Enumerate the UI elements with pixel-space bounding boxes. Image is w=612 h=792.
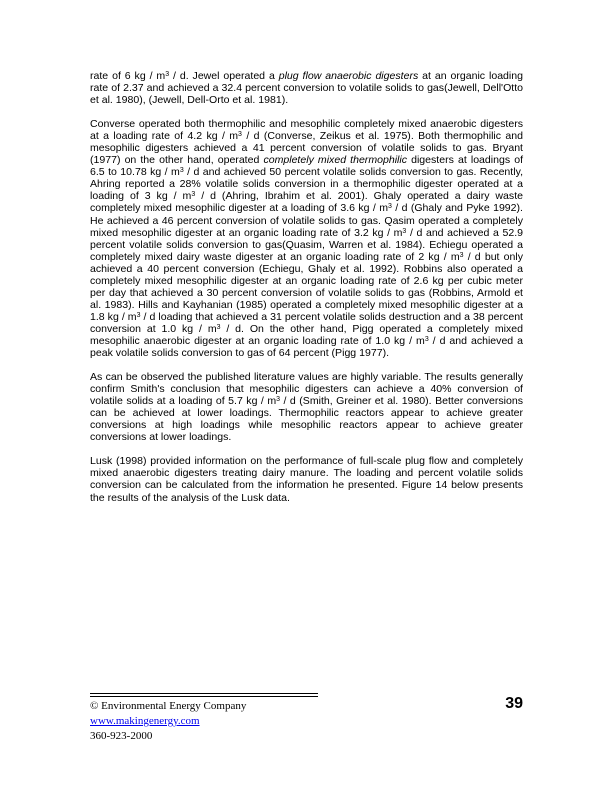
footer-divider (90, 693, 318, 694)
paragraph (90, 371, 523, 443)
footer-phone: 360-923-2000 (90, 730, 153, 742)
text-run: / d and achieved a peak volatile solids conversion to gas of 64 percent (Pigg 1977). (90, 334, 523, 360)
superscript: 3 (179, 167, 184, 175)
paragraph (90, 70, 523, 106)
superscript: 3 (402, 227, 407, 235)
italic-text: plug flow anaerobic digesters (278, 70, 419, 82)
italic-text: completely mixed thermophilic (263, 154, 408, 167)
page-number: 39 (505, 695, 523, 712)
superscript: 3 (165, 71, 170, 78)
text-run: / d (Ghaly and Pyke 1992). He achieved a 46 percent conversion of volatile solids to gas. Qasim operated a completely mixed mesophilic digester at an organic loading rate of 3.2 kg / m (90, 202, 523, 239)
superscript: 3 (276, 396, 281, 404)
text-run: / d (Converse, Zeikus et al. 1975). Both thermophilic and mesophilic digesters achieved a 41 percent conversion of volatile solids to gas. Bryant (1977) on the other hand, operated (90, 130, 523, 167)
superscript: 3 (191, 191, 196, 199)
text-run: / d loading that achieved a 31 percent volatile solids destruction and a 38 percent conversion at 1.0 kg / m (90, 310, 523, 335)
text-run: / d and achieved a 52.9 percent volatile solids conversion to gas(Quasim, Warren et al. 1984). Echiegu operated a completely mixed dairy waste digester at an organic loading rate of 2 kg / m (90, 226, 523, 263)
paragraph (90, 118, 523, 359)
text-run: Lusk (1998) provided information on the performance of full-scale plug flow and completely mixed anaerobic digesters treating dairy manure. The loading and percent volatile solids conversion can be calculated from the information he presented. Figure 14 below presents the results of the analysis of the Lusk data. (90, 455, 523, 504)
body-text (90, 70, 523, 516)
text-run: / d. Jewel operated a (169, 70, 279, 82)
text-run: As can be observed the published literature values are highly variable. The results generally confirm Smith's conclusion that mesophilic digesters can achieve a 40% conversion of volatile solids at a loading of 5.7 kg / m (90, 371, 523, 408)
paragraph (90, 455, 523, 503)
text-run: at an organic loading rate of 2.37 and achieved a 32.4 percent conversion to volatile solids to gas(Jewell, Dell'Otto et al. 1980), (Jewell, Dell-Orto et al. 1981). (90, 70, 523, 107)
text-run: / d (Ahring, Ibrahim et al. 2001). Ghaly operated a dairy waste completely mixed mesophilic digester at a loading of 3.6 kg / m (90, 190, 523, 215)
footer (90, 699, 246, 744)
superscript: 3 (388, 203, 392, 211)
text-run: / d (Smith, Greiner et al. 1980). Better conversions can be achieved at lower loadings. Thermophilic reactors appear to achieve greater conversions at high loadings while mesophilic reactors appear to achieve greater conversions at lower loadings. (90, 395, 523, 444)
superscript: 3 (459, 251, 464, 259)
footer-website-link[interactable]: www.makingenergy.com (90, 715, 200, 727)
footer-copyright: © Environmental Energy Company (90, 700, 247, 712)
superscript: 3 (424, 335, 429, 343)
superscript: 3 (238, 131, 242, 139)
text-run: / d and achieved 50 percent volatile solids conversion to gas. Recently, Ahring reported a 28% volatile solids conversion in a thermophilic digester operated at a loading of 3 kg / m (90, 166, 523, 203)
text-run: / d but only achieved a 40 percent conversion (Echiegu, Ghaly et al. 1992). Robbins also operated a completely mixed mesophilic digester at an organic loading rate of 2.6 kg per cubic meter per day that achieved a 30 percent conversion of volatile solids to gas (Robbins, Armold et al. 1983). Hills and Kayhanian (1985) operated a completely mixed mesophilic digester at a 1.8 kg / m (90, 250, 523, 323)
text-run: rate of 6 kg / m (90, 70, 166, 82)
text-run: / d. On the other hand, Pigg operated a completely mixed mesophilic anaerobic digester at an organic loading rate of 1.0 kg / m (90, 322, 524, 347)
text-run: digesters at loadings of 6.5 to 10.78 kg / m (90, 154, 524, 179)
superscript: 3 (136, 311, 141, 319)
footer-divider-secondary (90, 696, 318, 697)
superscript: 3 (216, 323, 221, 331)
text-run: Converse operated both thermophilic and mesophilic completely mixed anaerobic digesters at a loading rate of 4.2 kg / m (90, 118, 523, 143)
